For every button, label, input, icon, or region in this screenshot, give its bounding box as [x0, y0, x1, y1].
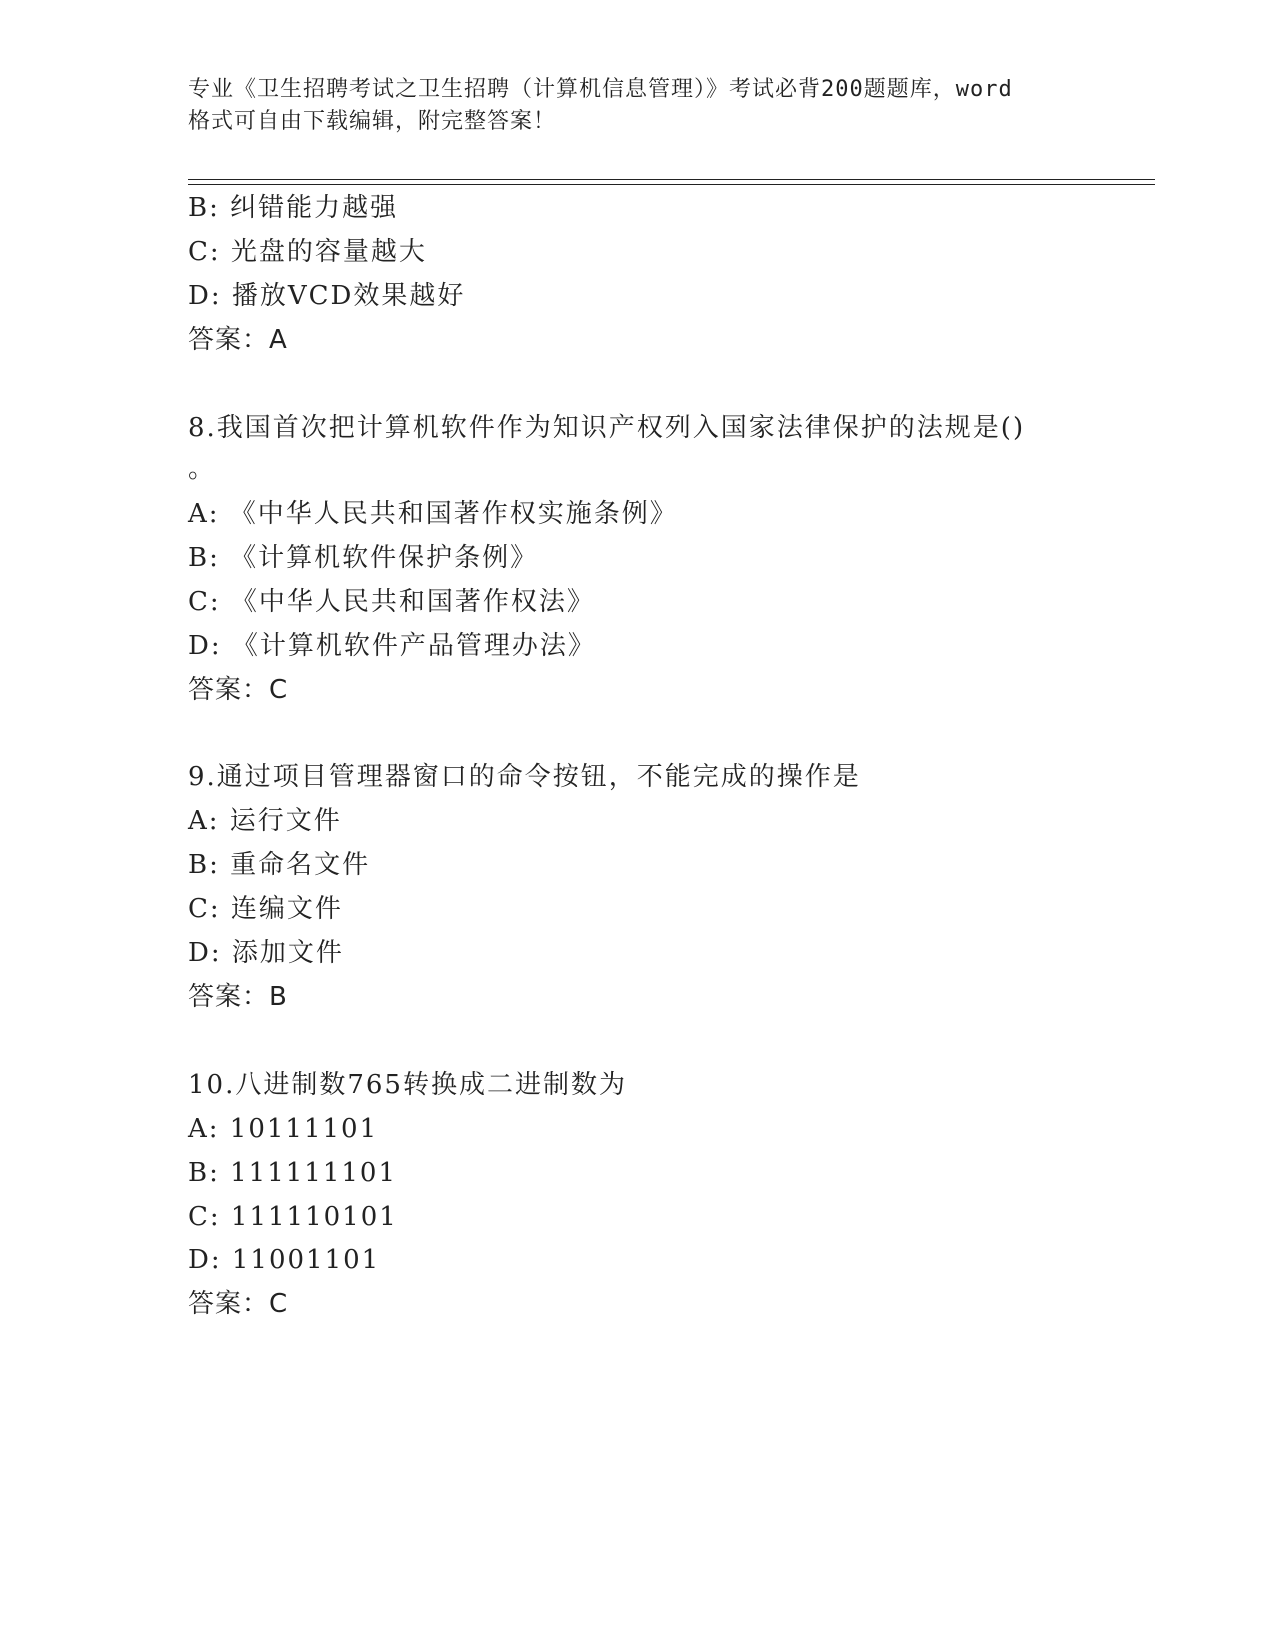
q7-answer: 答案：A — [188, 325, 288, 355]
q10-option-d: D: 11001101 — [188, 1245, 381, 1275]
q9-option-d: D: 添加文件 — [188, 938, 344, 968]
header-divider-top — [188, 179, 1155, 180]
q7-option-d: D: 播放VCD效果越好 — [188, 281, 466, 311]
q8-option-c: C: 《中华人民共和国著作权法》 — [188, 587, 595, 617]
q10-option-b: B: 111111101 — [188, 1158, 398, 1188]
q9-option-a: A: 运行文件 — [188, 806, 342, 836]
header-divider-bottom — [188, 184, 1155, 185]
q8-option-b: B: 《计算机软件保护条例》 — [188, 543, 539, 573]
header-line-2: 格式可自由下载编辑，附完整答案！ — [188, 109, 557, 134]
q9-option-c: C: 连编文件 — [188, 894, 343, 924]
q8-answer: 答案：C — [188, 675, 289, 705]
q8-option-d: D: 《计算机软件产品管理办法》 — [188, 631, 596, 661]
q7-option-c: C: 光盘的容量越大 — [188, 237, 427, 267]
q9-option-b: B: 重命名文件 — [188, 850, 371, 880]
q10-question: 10.八进制数765转换成二进制数为 — [188, 1070, 627, 1100]
q8-question: 8.我国首次把计算机软件作为知识产权列入国家法律保护的法规是() — [188, 413, 1026, 443]
q10-option-a: A: 10111101 — [188, 1114, 379, 1144]
q7-option-b: B: 纠错能力越强 — [188, 193, 399, 223]
q8-question-continuation: 。 — [188, 454, 217, 484]
q9-answer: 答案：B — [188, 982, 288, 1012]
q10-answer: 答案：C — [188, 1289, 289, 1319]
q8-option-a: A: 《中华人民共和国著作权实施条例》 — [188, 499, 678, 529]
q10-option-c: C: 111110101 — [188, 1202, 398, 1232]
document-header — [188, 74, 1088, 138]
q9-question: 9.通过项目管理器窗口的命令按钮，不能完成的操作是 — [188, 762, 861, 792]
header-line-1: 专业《卫生招聘考试之卫生招聘（计算机信息管理）》考试必背200题题库，word — [188, 77, 1013, 102]
